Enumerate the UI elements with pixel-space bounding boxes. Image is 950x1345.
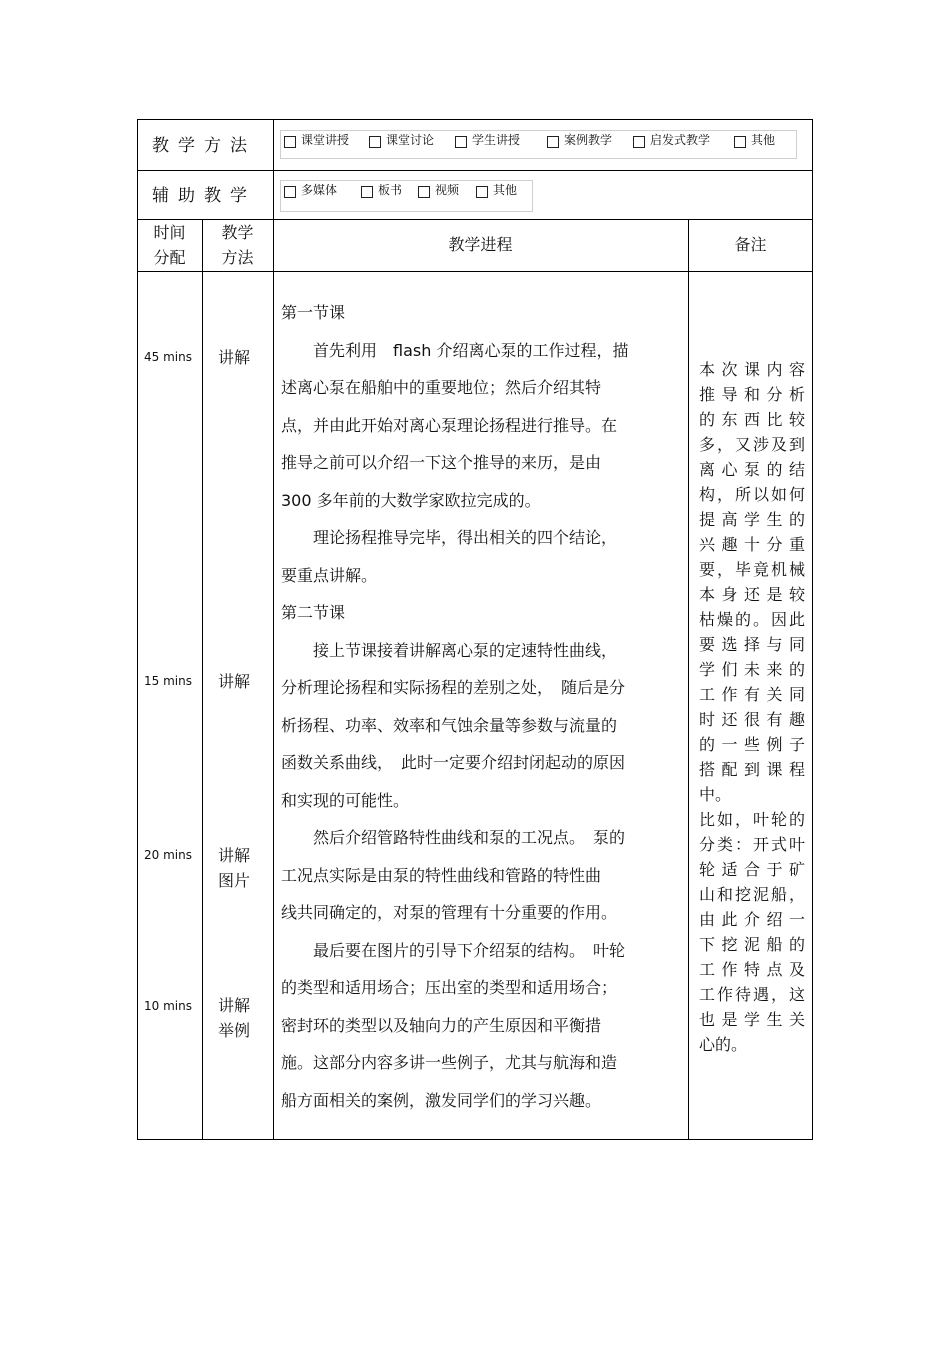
col-divider [688, 219, 689, 1140]
note-line: 的东西比较 [699, 410, 805, 429]
option-label: 案例教学 [564, 133, 613, 147]
col-divider [202, 219, 203, 1140]
note-line: 本次课内容 [699, 360, 805, 379]
checkbox-icon[interactable] [547, 136, 559, 148]
method-cell [218, 993, 250, 1043]
checkbox-icon[interactable] [369, 136, 381, 148]
checkbox-icon[interactable] [476, 186, 488, 198]
text-line: 函数关系曲线， 此时一定要介绍封闭起动的原因 [281, 753, 626, 772]
text-line: 密封环的类型以及轴向力的产生原因和平衡措 [281, 1015, 602, 1035]
text-line: 要重点讲解。 [281, 565, 378, 585]
option-label: 视频 [435, 183, 460, 197]
text-line: 点，并由此开始对离心泵理论扬程进行推导。在 [281, 415, 618, 435]
teaching-method-label: 教学方法 [152, 136, 256, 156]
note-line: 的一些例子 [699, 735, 805, 754]
checkbox-icon[interactable] [284, 186, 296, 198]
option-label: 其他 [493, 183, 518, 197]
time-value: 20 mins [144, 848, 192, 862]
time-value: 15 mins [144, 674, 192, 688]
note-line: 离心泵的结 [699, 460, 805, 479]
time-allocation-header [137, 220, 202, 270]
note-line: 要选择与同 [699, 635, 805, 654]
option-heuristic[interactable] [633, 131, 710, 148]
note-line: 时还很有趣 [699, 710, 805, 729]
option-label: 多媒体 [301, 183, 338, 197]
header-line: 方法 [221, 248, 254, 267]
note-line: 比如，叶轮的 [699, 810, 805, 829]
row-divider [137, 271, 813, 272]
time-value: 10 mins [144, 999, 192, 1013]
text-line: 理论扬程推导完毕，得出相关的四个结论， [281, 528, 618, 547]
option-student-lecture[interactable] [455, 131, 520, 148]
note-line: 学们未来的 [699, 660, 805, 679]
option-label: 其他 [751, 133, 776, 147]
note-line: 工作待遇，这 [699, 985, 805, 1004]
method-line: 讲解 [218, 348, 251, 367]
teaching-progress-text [281, 294, 679, 1119]
note-line: 也是学生关 [699, 1010, 805, 1029]
text-line: 分析理论扬程和实际扬程的差别之处， 随后是分 [281, 678, 626, 697]
option-multimedia[interactable] [284, 181, 337, 198]
progress-header: 教学进程 [448, 235, 513, 254]
option-label: 启发式教学 [650, 133, 711, 147]
text-line: 船方面相关的案例，激发同学们的学习兴趣。 [281, 1090, 602, 1110]
note-line: 本身还是较 [699, 585, 805, 604]
method-line: 讲解 [218, 846, 251, 865]
note-line: 构，所以如何 [699, 485, 805, 504]
option-label: 学生讲授 [472, 133, 521, 147]
row-divider [137, 170, 813, 171]
text-line: 第二节课 [281, 603, 346, 622]
text-line: 施。这部分内容多讲一些例子，尤其与航海和造 [281, 1053, 618, 1072]
text-line: 最后要在图片的引导下介绍泵的结构。 叶轮 [281, 940, 626, 960]
header-line: 时间 [153, 223, 186, 242]
note-line: 工作特点及 [699, 960, 805, 979]
note-line: 多，又涉及到 [699, 435, 805, 454]
checkbox-icon[interactable] [361, 186, 373, 198]
method-header [202, 220, 273, 270]
col-divider [273, 119, 274, 1140]
option-lecture[interactable] [284, 131, 349, 148]
header-line: 教学 [221, 223, 254, 242]
note-line: 工作有关同 [699, 685, 805, 704]
note-line: 推导和分析 [699, 385, 805, 404]
note-line: 轮适合于矿 [699, 860, 805, 879]
method-line: 举例 [218, 1021, 251, 1040]
method-cell [218, 345, 250, 370]
text-line: 300 多年前的大数学家欧拉完成的。 [281, 490, 541, 510]
checkbox-icon[interactable] [633, 136, 645, 148]
note-line: 下挖泥船的 [699, 935, 805, 954]
checkbox-icon[interactable] [734, 136, 746, 148]
time-value: 45 mins [144, 350, 192, 364]
option-label: 板书 [378, 183, 403, 197]
option-label: 课堂讲授 [301, 133, 350, 147]
checkbox-icon[interactable] [455, 136, 467, 148]
header-line: 分配 [153, 248, 186, 267]
text-line: 和实现的可能性。 [281, 790, 410, 810]
text-line: 工况点实际是由泵的特性曲线和管路的特性曲 [281, 865, 602, 885]
note-line: 枯燥的。因此 [699, 610, 805, 629]
note-line: 心的。 [699, 1035, 748, 1054]
note-line: 由此介绍一 [699, 910, 805, 929]
note-line: 分类：开式叶 [699, 835, 805, 854]
note-line: 山和挖泥船， [699, 885, 805, 904]
notes-text [699, 357, 805, 1057]
text-line: 接上节课接着讲解离心泵的定速特性曲线， [281, 640, 618, 660]
method-line: 讲解 [218, 996, 251, 1015]
aux-teaching-label: 辅助教学 [152, 186, 256, 206]
method-cell [218, 669, 250, 694]
text-line: 述离心泵在船舶中的重要地位；然后介绍其特 [281, 378, 602, 397]
checkbox-icon[interactable] [418, 186, 430, 198]
note-line: 兴趣十分重 [699, 535, 805, 554]
option-discussion[interactable] [369, 131, 434, 148]
text-line: 线共同确定的，对泵的管理有十分重要的作用。 [281, 903, 618, 922]
option-aux-other[interactable] [476, 181, 517, 198]
option-case-study[interactable] [547, 131, 612, 148]
option-blackboard[interactable] [361, 181, 402, 198]
notes-header: 备注 [734, 235, 767, 254]
checkbox-icon[interactable] [284, 136, 296, 148]
method-line: 图片 [218, 871, 251, 890]
option-label: 课堂讨论 [386, 133, 435, 147]
method-cell [218, 843, 250, 893]
note-line: 要，毕竟机械 [699, 560, 805, 579]
text-line: 第一节课 [281, 303, 346, 322]
method-line: 讲解 [218, 672, 251, 691]
text-line: 然后介绍管路特性曲线和泵的工况点。 泵的 [281, 828, 626, 847]
text-line: 首先利用 flash 介绍离心泵的工作过程，描 [281, 340, 629, 360]
teaching-method-options [280, 130, 797, 159]
option-video[interactable] [418, 181, 459, 198]
note-line: 搭配到课程 [699, 760, 805, 779]
text-line: 析扬程、功率、效率和气蚀余量等参数与流量的 [281, 715, 618, 735]
note-line: 中。 [699, 785, 732, 804]
note-line: 提高学生的 [699, 510, 805, 529]
text-line: 的类型和适用场合；压出室的类型和适用场合； [281, 978, 618, 997]
option-other[interactable] [734, 131, 775, 148]
text-line: 推导之前可以介绍一下这个推导的来历，是由 [281, 453, 602, 472]
